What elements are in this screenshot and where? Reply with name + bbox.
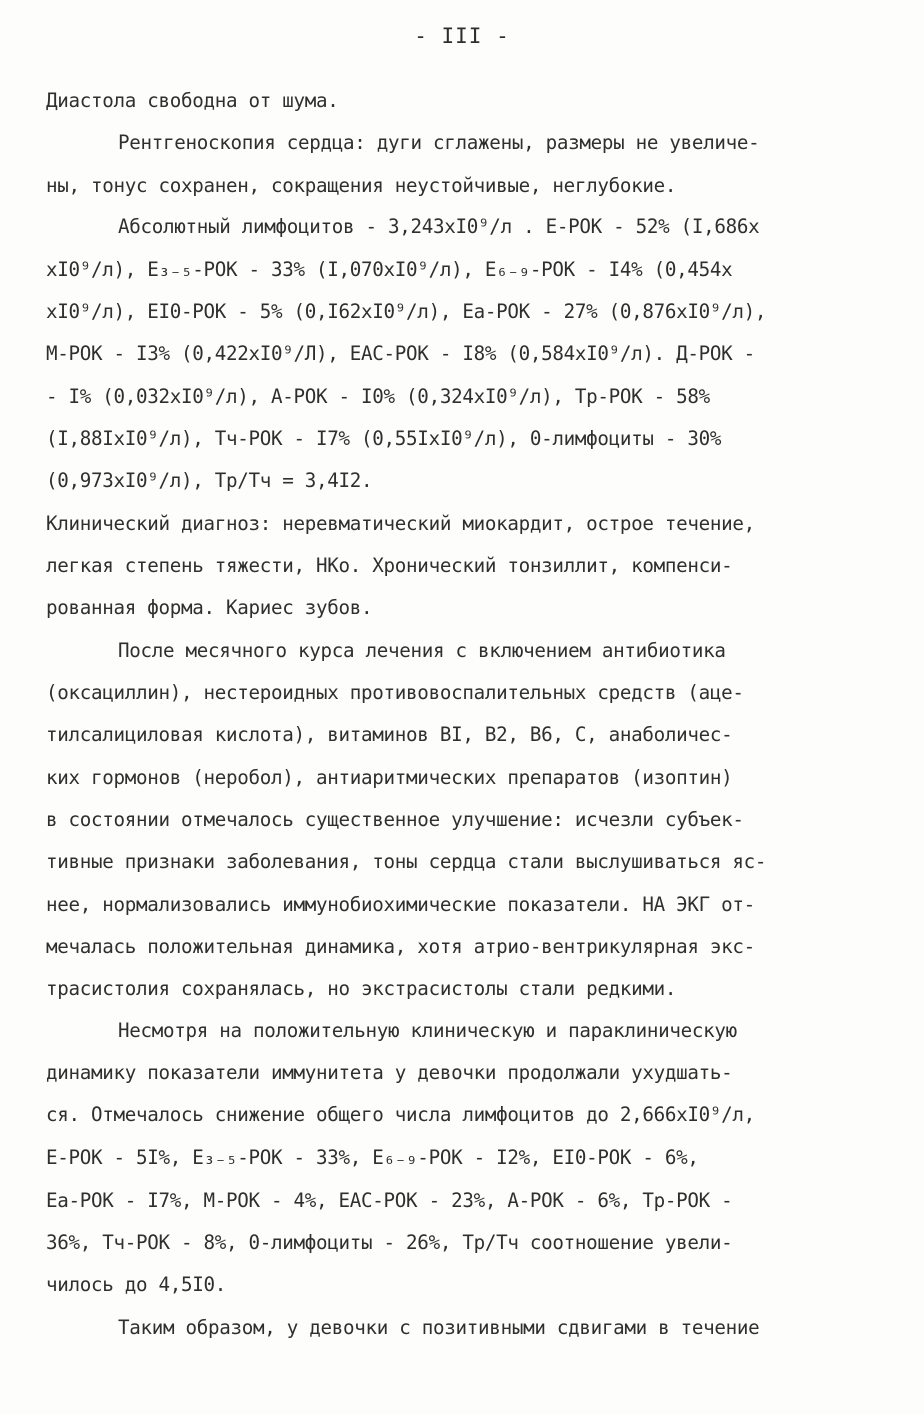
text-line: 36%, Тч-РОК - 8%, 0-лимфоциты - 26%, Тр/Тч соотношение увели- bbox=[46, 1231, 733, 1254]
text-line: рованная форма. Кариес зубов. bbox=[46, 596, 373, 619]
text-line: хI0⁹/л), ЕI0-РОК - 5% (0,I62хI0⁹/л), Еа-РОК - 27% (0,876хI0⁹/л), bbox=[46, 300, 767, 323]
text-line: тилсалициловая кислота), витаминов ВI, В2, В6, С, анаболичес- bbox=[46, 723, 733, 746]
text-line: ся. Отмечалось снижение общего числа лимфоцитов до 2,666хI0⁹/л, bbox=[46, 1103, 755, 1126]
text-line: (оксациллин), нестероидных противовоспалительных средств (аце- bbox=[46, 681, 744, 704]
text-line: Абсолютный лимфоцитов - 3,243хI0⁹/л . Е-РОК - 52% (I,686х bbox=[118, 215, 760, 238]
text-line: ны, тонус сохранен, сокращения неустойчивые, неглубокие. bbox=[46, 174, 677, 197]
text-line: Таким образом, у девочки с позитивными сдвигами в течение bbox=[118, 1316, 760, 1339]
text-line: трасистолия сохранялась, но экстрасистолы стали редкими. bbox=[46, 977, 677, 1000]
text-line: тивные признаки заболевания, тоны сердца стали выслушиваться яс- bbox=[46, 850, 767, 873]
text-line: легкая степень тяжести, НКо. Хронический тонзиллит, компенси- bbox=[46, 554, 733, 577]
text-line: хI0⁹/л), Е₃₋₅-РОК - 33% (I,070хI0⁹/л), Е₆₋₉-РОК - I4% (0,454х bbox=[46, 258, 733, 281]
text-line: Рентгеноскопия сердца: дуги сглажены, размеры не увеличе- bbox=[118, 131, 760, 154]
text-line: (I,88IхI0⁹/л), Тч-РОК - I7% (0,55IхI0⁹/л), 0-лимфоциты - 30% bbox=[46, 427, 722, 450]
text-line: Клинический диагноз: неревматический миокардит, острое течение, bbox=[46, 512, 755, 535]
text-line: мечалась положительная динамика, хотя атрио-вентрикулярная экс- bbox=[46, 935, 755, 958]
text-line: Еа-РОК - I7%, М-РОК - 4%, ЕАС-РОК - 23%, А-РОК - 6%, Тр-РОК - bbox=[46, 1189, 733, 1212]
page-number: - III - bbox=[414, 24, 510, 48]
text-line: Несмотря на положительную клиническую и параклиническую bbox=[118, 1019, 737, 1042]
text-line: После месячного курса лечения с включением антибиотика bbox=[118, 639, 726, 662]
text-line: чилось до 4,5I0. bbox=[46, 1273, 227, 1296]
text-line: ких гормонов (неробол), антиаритмических препаратов (изоптин) bbox=[46, 766, 733, 789]
text-line: М-РОК - I3% (0,422хI0⁹/Л), ЕАС-РОК - I8% (0,584хI0⁹/л). Д-РОК - bbox=[46, 342, 755, 365]
text-line: Диастола свободна от шума. bbox=[46, 89, 339, 112]
text-line: Е-РОК - 5I%, Е₃₋₅-РОК - 33%, Е₆₋₉-РОК - I2%, ЕI0-РОК - 6%, bbox=[46, 1146, 699, 1169]
text-line: в состоянии отмечалось существенное улучшение: исчезли субъек- bbox=[46, 808, 744, 831]
text-line: (0,973хI0⁹/л), Тр/Тч = 3,4I2. bbox=[46, 469, 373, 492]
text-line: - I% (0,032хI0⁹/л), А-РОК - I0% (0,324хI0⁹/л), Тр-РОК - 58% bbox=[46, 385, 710, 408]
text-line: нее, нормализовались иммунобиохимические показатели. НА ЭКГ от- bbox=[46, 893, 755, 916]
text-line: динамику показатели иммунитета у девочки продолжали ухудшать- bbox=[46, 1061, 733, 1084]
